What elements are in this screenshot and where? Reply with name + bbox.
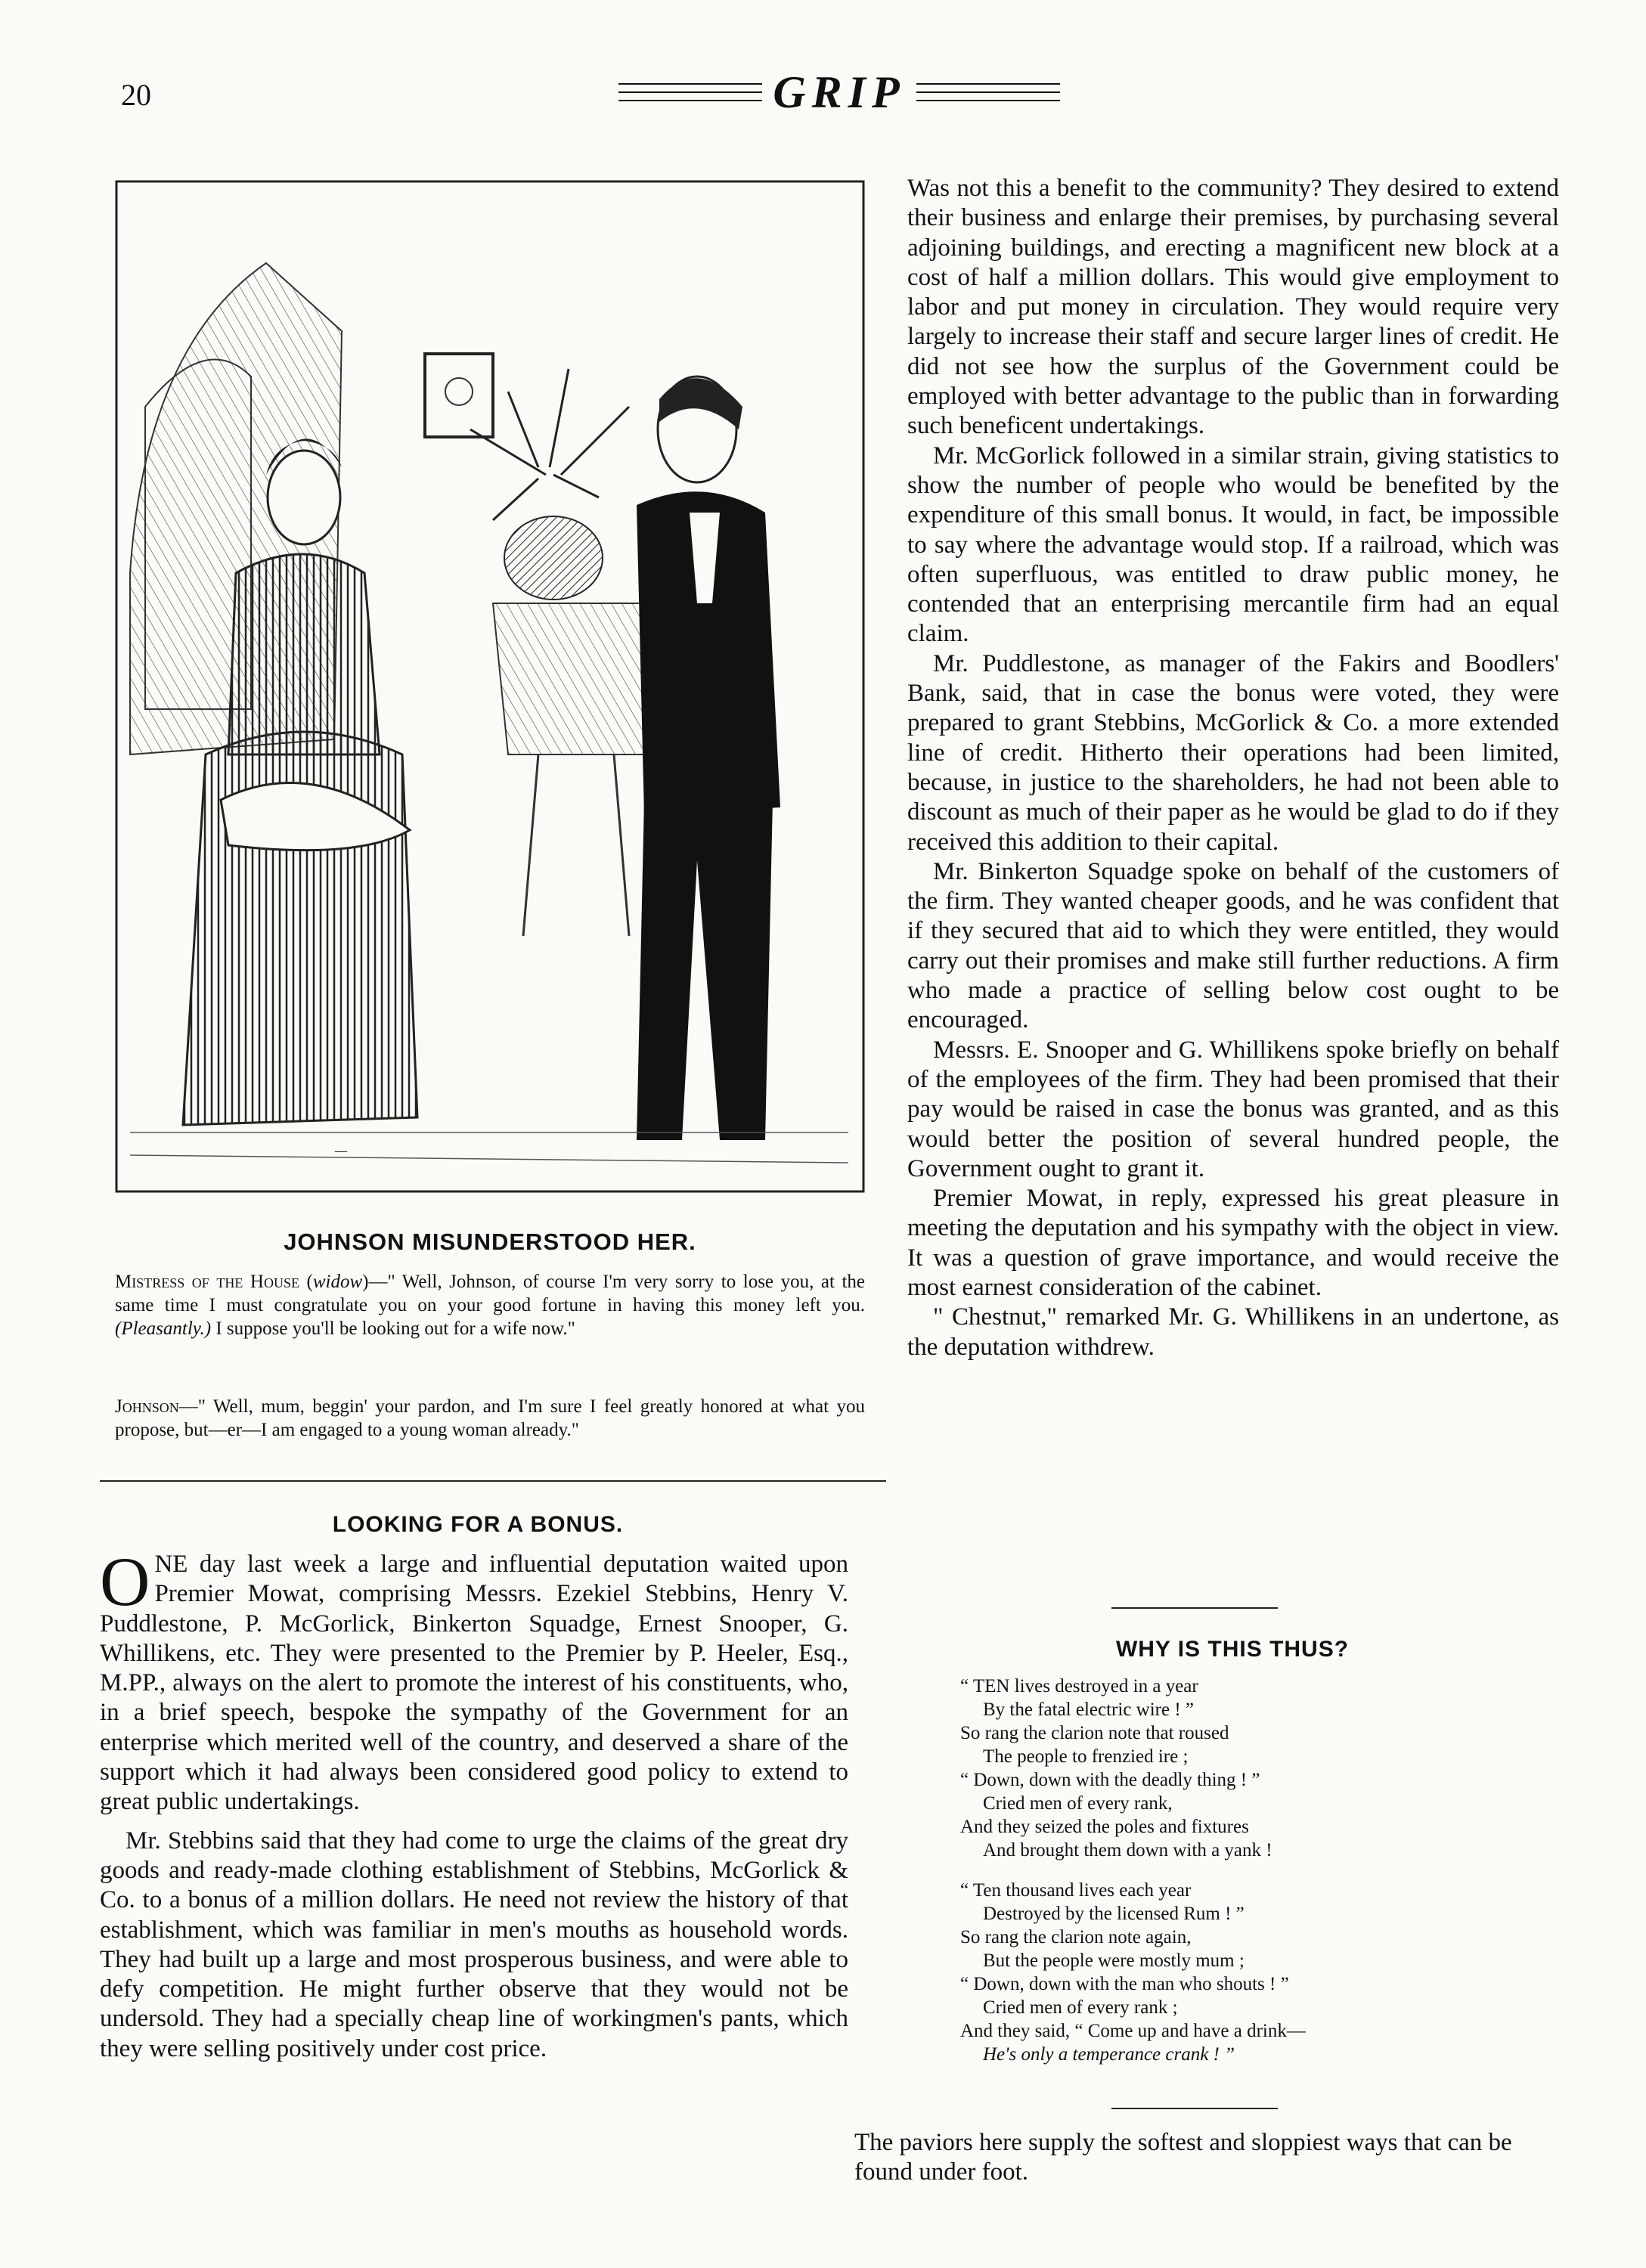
article-paragraph-7: Messrs. E. Snooper and G. Whillikens spoke briefly on behalf of the employees of the firm. They had been promised that their pay would be raised in case the bonus was granted, and as this would better the position of several hundred people, the Government ought to grant it. bbox=[907, 1036, 1559, 1182]
article-paragraph-1 bbox=[100, 1543, 848, 1817]
poem-line: So rang the clarion note again, bbox=[960, 1927, 1192, 1947]
poem-line: And brought them down with a yank ! bbox=[983, 1840, 1272, 1861]
poem-line: But the people were mostly mum ; bbox=[983, 1950, 1245, 1971]
speech-1-part-a: —" Well, Johnson, of course I'm very sorry to lose you, at the same time I must congratulate you on your good fortune in having this money left you. bbox=[115, 1272, 865, 1315]
speaker-1-note: widow bbox=[312, 1272, 363, 1292]
article-column-right bbox=[907, 174, 1559, 1362]
poem-stanza-1 bbox=[960, 1675, 1535, 1862]
article-paragraph-6: Mr. Binkerton Squadge spoke on behalf of the customers of the firm. They wanted cheaper goods, and he was confident that if they secured that aid to which they were entitled, they would carry out their promises and make still further reductions. A firm who made a practice of selling below cost ought to be encouraged. bbox=[907, 857, 1559, 1034]
article-paragraph-3: Was not this a benefit to the community? They desired to extend their business and enlarge their premises, by purchasing several adjoining buildings, and erecting a magnificent new block at a cost of half a million dollars. This would give employment to labor and put money in circulation. They would require very largely to increase their staff and secure larger lines of credit. He did not see how the surplus of the Government could be employed with better advantage to the public than in forwarding such beneficent undertakings. bbox=[907, 175, 1559, 440]
drop-cap: O bbox=[100, 1543, 150, 1620]
poem bbox=[960, 1675, 1535, 2083]
poem-line: So rang the clarion note that roused bbox=[960, 1723, 1229, 1743]
poem-bottom-rule bbox=[1111, 2108, 1278, 2109]
cartoon-illustration bbox=[115, 180, 865, 1193]
poem-line: And they seized the poles and fixtures bbox=[960, 1817, 1249, 1837]
speech-1-stage-direction: (Pleasantly.) bbox=[115, 1318, 212, 1339]
masthead-right-rule bbox=[916, 83, 1060, 101]
article-title: LOOKING FOR A BONUS. bbox=[332, 1512, 624, 1537]
page-number: 20 bbox=[121, 78, 151, 112]
filler-text: The paviors here supply the softest and sloppiest ways that can be found under foot. bbox=[854, 2129, 1512, 2186]
poem-line: “ TEN lives destroyed in a year bbox=[960, 1676, 1198, 1696]
poem-line: “ Down, down with the deadly thing ! ” bbox=[960, 1770, 1260, 1790]
article-paragraph-2: Mr. Stebbins said that they had come to urge the claims of the great dry goods and ready-made clothing establishment of Stebbins, McGorlick & Co. to a bonus of a million dollars. He need not review the history of that establishment, which was familiar in men's mouths as household words. They had built up a large and most prosperous business, and were able to defy competition. He might further observe that they would not be undersold. They had a specially cheap line of workingmen's pants, which they were selling positively under cost price. bbox=[100, 1826, 848, 2062]
poem-line: And they said, “ Come up and have a drink— bbox=[960, 2021, 1306, 2041]
article-column-left bbox=[100, 1543, 848, 2064]
poem-top-rule bbox=[1111, 1607, 1278, 1609]
speaker-1: Mistress of the House bbox=[115, 1272, 299, 1292]
speech-2-text: —" Well, mum, beggin' your pardon, and I'm sure I feel greatly honored at what you propose, but—er—I am engaged to a young woman already." bbox=[115, 1396, 865, 1440]
poem-line: Cried men of every rank ; bbox=[983, 1997, 1178, 2018]
poem-line: “ Ten thousand lives each year bbox=[960, 1880, 1192, 1901]
poem-line: Cried men of every rank, bbox=[983, 1793, 1173, 1814]
poem-line: Destroyed by the licensed Rum ! ” bbox=[983, 1904, 1245, 1924]
poem-line: “ Down, down with the man who shouts ! ” bbox=[960, 1974, 1289, 1994]
poem-line: He's only a temperance crank ! ” bbox=[983, 2044, 1235, 2065]
poem-stanza-2 bbox=[960, 1879, 1535, 2066]
speaker-2: Johnson bbox=[115, 1396, 179, 1417]
article-paragraph-4: Mr. McGorlick followed in a similar strain, giving statistics to show the number of people who would be benefited by the expenditure of this small bonus. It would, in fact, be impossible to say where the advantage would stop. If a railroad, which was often superfluous, was entitled to draw public money, he contended that an enterprising mercantile firm had an equal claim. bbox=[907, 442, 1559, 648]
article-paragraph-1-text: day last week a large and influential deputation waited upon Premier Mowat, comprising Messrs. Ezekiel Stebbins, Henry V. Puddlestone, P. McGorlick, Binkerton Squadge, Ernest Snooper, G. Whillikens, etc. They were presented to the Premier by P. Heeler, Esq., M.PP., always on the alert to promote the interest of his constituents, who, in a brief speech, bespoke the sympathy of the Government for an enterprise which merited well of the country, and deserved a share of the support which it had always been considered good policy to extend to great public undertakings. bbox=[100, 1551, 848, 1816]
masthead bbox=[575, 67, 1104, 117]
divider bbox=[100, 1480, 886, 1482]
artist-signature: — bbox=[334, 1143, 348, 1159]
poem-title: WHY IS THIS THUS? bbox=[1115, 1637, 1350, 1662]
first-word: NE bbox=[154, 1551, 188, 1578]
cartoon-speech-1: Mistress of the House (widow)—" Well, Johnson, of course I'm very sorry to lose you, at the same time I must congratulate you on your good fortune in having this money left you. (Pleasantly.) I suppose you'll be looking out for a wife now." bbox=[115, 1272, 865, 1339]
article-paragraph-5: Mr. Puddlestone, as manager of the Fakirs and Boodlers' Bank, said, that in case the bonus were voted, they were prepared to grant Stebbins, McGorlick & Co. a more extended line of credit. Hitherto their operations had been limited, because, in justice to the shareholders, he had not been able to discount as much of their paper as he would be glad to do if they received this addition to their capital. bbox=[907, 649, 1559, 856]
cartoon-speech-2 bbox=[115, 1395, 865, 1442]
masthead-left-rule bbox=[618, 83, 762, 101]
speech-1-part-b: I suppose you'll be looking out for a wife now." bbox=[211, 1318, 575, 1339]
article-paragraph-9: " Chestnut," remarked Mr. G. Whillikens in an undertone, as the deputation withdrew. bbox=[907, 1303, 1559, 1361]
article-paragraph-8: Premier Mowat, in reply, expressed his great pleasure in meeting the deputation and his sympathy with the object in view. It was a question of grave importance, and would receive the most earnest consideration of the cabinet. bbox=[907, 1185, 1559, 1301]
poem-line: The people to frenzied ire ; bbox=[983, 1746, 1189, 1767]
cartoon-title: JOHNSON MISUNDERSTOOD HER. bbox=[284, 1228, 696, 1255]
poem-line: By the fatal electric wire ! ” bbox=[983, 1699, 1195, 1720]
masthead-title: GRIP bbox=[773, 67, 906, 117]
